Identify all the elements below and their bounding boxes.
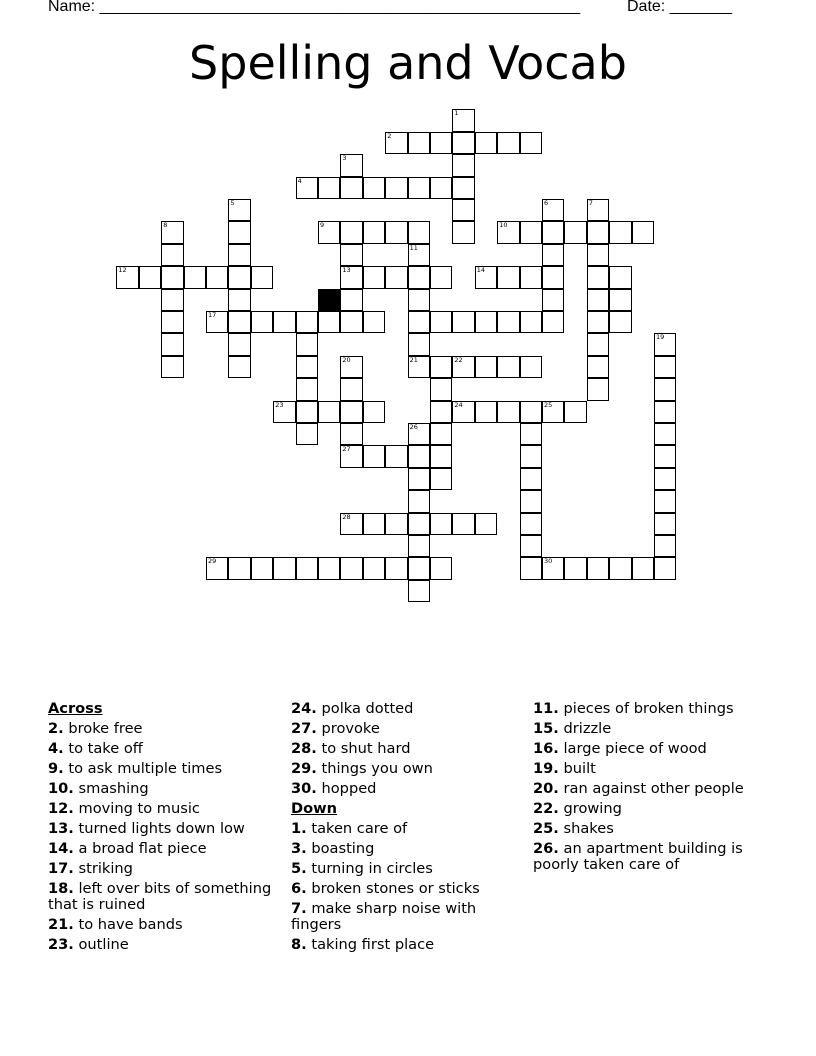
grid-cell[interactable] — [340, 513, 362, 535]
name-field[interactable]: Name: ______________________________________________________ — [48, 0, 581, 15]
clue-down-6: 6. broken stones or sticks — [291, 880, 480, 897]
clue-number: 20 — [342, 355, 351, 364]
clue-number: 24 — [454, 400, 463, 409]
grid-cell[interactable] — [430, 177, 452, 199]
grid-cell[interactable] — [497, 401, 519, 423]
clue-number: 19 — [656, 333, 665, 342]
clue-across-24: 24. polka dotted — [291, 700, 414, 717]
grid-cell[interactable] — [340, 378, 362, 400]
grid-cell[interactable] — [430, 266, 452, 288]
blocked-cell — [318, 289, 340, 311]
grid-cell[interactable] — [385, 557, 407, 579]
grid-cell[interactable] — [340, 311, 362, 333]
grid-cell[interactable] — [609, 221, 631, 243]
grid-cell[interactable] — [475, 266, 497, 288]
clue-number: 26 — [409, 423, 418, 431]
clue-across-18: 18. left over bits of something that is ruined — [48, 880, 272, 913]
clue-number: 5 — [230, 199, 235, 207]
grid-cell[interactable] — [430, 557, 452, 579]
grid-cell[interactable] — [520, 311, 542, 333]
grid-cell[interactable] — [452, 513, 474, 535]
grid-cell[interactable] — [363, 557, 385, 579]
clue-across-21: 21. to have bands — [48, 916, 183, 933]
grid-cell[interactable] — [520, 468, 542, 490]
grid-cell[interactable] — [520, 513, 542, 535]
grid-cell[interactable] — [520, 535, 542, 557]
grid-cell[interactable] — [587, 266, 609, 288]
clue-across-30: 30. hopped — [291, 780, 377, 797]
grid-cell[interactable] — [363, 445, 385, 467]
grid-cell[interactable] — [139, 266, 161, 288]
clue-across-28: 28. to shut hard — [291, 740, 411, 757]
clue-number: 3 — [342, 154, 347, 163]
grid-cell[interactable] — [587, 333, 609, 355]
grid-cell[interactable] — [318, 177, 340, 199]
grid-cell[interactable] — [228, 333, 250, 355]
clue-number: 4 — [297, 176, 302, 185]
grid-cell[interactable] — [363, 311, 385, 333]
grid-cell[interactable] — [385, 132, 407, 154]
grid-cell[interactable] — [340, 221, 362, 243]
grid-cell[interactable] — [452, 154, 474, 176]
grid-cell[interactable] — [228, 289, 250, 311]
grid-cell[interactable] — [587, 356, 609, 378]
grid-cell[interactable] — [654, 535, 676, 557]
grid-cell[interactable] — [206, 266, 228, 288]
clue-number: 17 — [208, 311, 217, 319]
grid-cell[interactable] — [587, 221, 609, 243]
grid-cell[interactable] — [452, 311, 474, 333]
grid-cell[interactable] — [340, 154, 362, 176]
grid-cell[interactable] — [654, 401, 676, 423]
grid-cell[interactable] — [497, 356, 519, 378]
clue-across-13: 13. turned lights down low — [48, 820, 245, 837]
grid-cell[interactable] — [430, 356, 452, 378]
clue-across-27: 27. provoke — [291, 720, 380, 737]
clue-number: 25 — [544, 400, 553, 409]
grid-cell[interactable] — [318, 311, 340, 333]
grid-cell[interactable] — [520, 445, 542, 467]
clue-number: 23 — [275, 400, 284, 409]
grid-cell[interactable] — [430, 132, 452, 154]
grid-cell[interactable] — [430, 401, 452, 423]
grid-cell[interactable] — [228, 356, 250, 378]
grid-cell[interactable] — [654, 423, 676, 445]
clue-down-22: 22. growing — [533, 800, 622, 817]
grid-cell[interactable] — [340, 445, 362, 467]
grid-cell[interactable] — [430, 468, 452, 490]
grid-cell[interactable] — [408, 221, 430, 243]
grid-cell[interactable] — [296, 311, 318, 333]
grid-cell[interactable] — [520, 132, 542, 154]
grid-cell[interactable] — [408, 177, 430, 199]
clue-across-12: 12. moving to music — [48, 800, 200, 817]
grid-cell[interactable] — [408, 333, 430, 355]
grid-cell[interactable] — [520, 221, 542, 243]
grid-cell[interactable] — [161, 333, 183, 355]
grid-cell[interactable] — [340, 356, 362, 378]
grid-cell[interactable] — [654, 468, 676, 490]
grid-cell[interactable] — [587, 289, 609, 311]
grid-cell[interactable] — [408, 468, 430, 490]
page-title: Spelling and Vocab — [189, 36, 627, 90]
clue-down-7: 7. make sharp noise with fingers — [291, 900, 477, 933]
grid-cell[interactable] — [161, 356, 183, 378]
clues-column-2 — [291, 701, 523, 957]
grid-cell[interactable] — [296, 423, 318, 445]
clue-across-14: 14. a broad flat piece — [48, 840, 207, 857]
clue-number: 14 — [476, 266, 486, 275]
clue-down-19: 19. built — [533, 760, 596, 777]
grid-cell[interactable] — [206, 557, 228, 579]
grid-cell[interactable] — [408, 289, 430, 311]
grid-cell[interactable] — [318, 221, 340, 243]
clue-number: 21 — [409, 355, 418, 364]
grid-cell[interactable] — [206, 311, 228, 333]
grid-cell[interactable] — [228, 557, 250, 579]
grid-cell[interactable] — [228, 199, 250, 221]
grid-cell[interactable] — [587, 378, 609, 400]
grid-cell[interactable] — [228, 221, 250, 243]
clue-number: 2 — [387, 131, 392, 140]
grid-cell[interactable] — [520, 401, 542, 423]
grid-cell[interactable] — [340, 177, 362, 199]
grid-cell[interactable] — [296, 401, 318, 423]
grid-cell[interactable] — [340, 401, 362, 423]
grid-cell[interactable] — [654, 378, 676, 400]
clue-across-9: 9. to ask multiple times — [48, 760, 223, 777]
grid-cell[interactable] — [363, 513, 385, 535]
grid-cell[interactable] — [430, 513, 452, 535]
grid-cell[interactable] — [452, 177, 474, 199]
clue-number: 11 — [409, 243, 418, 252]
clue-down-16: 16. large piece of wood — [533, 740, 707, 757]
grid-cell[interactable] — [228, 311, 250, 333]
grid-cell[interactable] — [363, 401, 385, 423]
clue-down-20: 20. ran against other people — [533, 780, 744, 797]
grid-cell[interactable] — [475, 401, 497, 423]
clue-down-25: 25. shakes — [533, 820, 614, 837]
grid-cell[interactable] — [542, 289, 564, 311]
grid-cell[interactable] — [161, 244, 183, 266]
grid-cell[interactable] — [340, 244, 362, 266]
grid-cell[interactable] — [654, 333, 676, 355]
grid-cell[interactable] — [340, 266, 362, 288]
grid-cell[interactable] — [340, 557, 362, 579]
clue-down-11: 11. pieces of broken things — [533, 700, 734, 717]
grid-cell[interactable] — [318, 557, 340, 579]
grid-cell[interactable] — [430, 311, 452, 333]
grid-cell[interactable] — [161, 311, 183, 333]
grid-cell[interactable] — [564, 221, 586, 243]
grid-cell[interactable] — [363, 221, 385, 243]
clue-down-1: 1. taken care of — [291, 820, 408, 837]
grid-cell[interactable] — [430, 445, 452, 467]
date-field[interactable]: Date: _______ — [627, 0, 732, 15]
grid-cell[interactable] — [408, 356, 430, 378]
grid-cell[interactable] — [408, 490, 430, 512]
grid-cell[interactable] — [587, 311, 609, 333]
grid-cell[interactable] — [161, 221, 183, 243]
grid-cell[interactable] — [408, 423, 430, 445]
grid-cell[interactable] — [161, 266, 183, 288]
grid-cell[interactable] — [520, 490, 542, 512]
grid-cell[interactable] — [318, 401, 340, 423]
grid-cell[interactable] — [475, 311, 497, 333]
grid-cell[interactable] — [296, 356, 318, 378]
grid-cell[interactable] — [408, 266, 430, 288]
clue-number: 9 — [320, 221, 325, 230]
clue-across-17: 17. striking — [48, 860, 133, 877]
clue-number: 10 — [499, 221, 508, 230]
grid-cell[interactable] — [452, 221, 474, 243]
clue-number: 22 — [454, 355, 463, 364]
grid-cell[interactable] — [251, 557, 273, 579]
grid-cell[interactable] — [542, 221, 564, 243]
grid-cell[interactable] — [452, 199, 474, 221]
grid-cell[interactable] — [452, 401, 474, 423]
grid-cell[interactable] — [654, 356, 676, 378]
clue-number: 29 — [208, 557, 217, 566]
clue-number: 12 — [118, 266, 127, 275]
grid-cell[interactable] — [587, 244, 609, 266]
grid-cell[interactable] — [385, 177, 407, 199]
clue-across-2: 2. broke free — [48, 720, 143, 737]
grid-cell[interactable] — [161, 289, 183, 311]
grid-cell[interactable] — [542, 199, 564, 221]
grid-cell[interactable] — [632, 557, 654, 579]
grid-cell[interactable] — [385, 513, 407, 535]
grid-cell[interactable] — [363, 266, 385, 288]
grid-cell[interactable] — [654, 490, 676, 512]
grid-cell[interactable] — [251, 311, 273, 333]
clue-number: 28 — [342, 512, 351, 521]
grid-cell[interactable] — [542, 401, 564, 423]
grid-cell[interactable] — [273, 557, 295, 579]
clue-number: 27 — [342, 445, 351, 454]
grid-cell[interactable] — [542, 266, 564, 288]
grid-cell[interactable] — [542, 244, 564, 266]
grid-cell[interactable] — [385, 221, 407, 243]
clue-down-26: 26. an apartment building is poorly taken care of — [533, 840, 743, 873]
clue-number: 8 — [163, 221, 168, 230]
grid-cell[interactable] — [184, 266, 206, 288]
grid-cell[interactable] — [228, 266, 250, 288]
clue-down-15: 15. drizzle — [533, 720, 612, 737]
clue-down-8: 8. taking first place — [291, 936, 435, 953]
clue-across-4: 4. to take off — [48, 740, 143, 757]
grid-cell[interactable] — [452, 109, 474, 131]
grid-cell[interactable] — [408, 535, 430, 557]
grid-cell[interactable] — [654, 513, 676, 535]
grid-cell[interactable] — [363, 177, 385, 199]
grid-cell[interactable] — [609, 311, 631, 333]
grid-cell[interactable] — [296, 177, 318, 199]
grid-cell[interactable] — [273, 311, 295, 333]
grid-cell[interactable] — [296, 333, 318, 355]
grid-cell[interactable] — [296, 378, 318, 400]
clue-across-29: 29. things you own — [291, 760, 433, 777]
grid-cell[interactable] — [385, 445, 407, 467]
grid-cell[interactable] — [408, 132, 430, 154]
grid-cell[interactable] — [564, 401, 586, 423]
grid-cell[interactable] — [408, 513, 430, 535]
grid-cell[interactable] — [520, 557, 542, 579]
grid-cell[interactable] — [116, 266, 138, 288]
grid-cell[interactable] — [564, 557, 586, 579]
grid-cell[interactable] — [475, 356, 497, 378]
grid-cell[interactable] — [340, 289, 362, 311]
clue-number: 30 — [544, 557, 553, 566]
grid-cell[interactable] — [296, 557, 318, 579]
clue-across-10: 10. smashing — [48, 780, 149, 797]
clue-down-3: 3. boasting — [291, 840, 375, 857]
grid-cell[interactable] — [609, 266, 631, 288]
grid-cell[interactable] — [587, 557, 609, 579]
grid-cell[interactable] — [452, 356, 474, 378]
grid-cell[interactable] — [385, 266, 407, 288]
grid-cell[interactable] — [609, 289, 631, 311]
clue-across-23: 23. outline — [48, 936, 129, 953]
grid-cell[interactable] — [430, 378, 452, 400]
clues-column-3 — [533, 701, 773, 877]
grid-cell[interactable] — [475, 132, 497, 154]
grid-cell[interactable] — [408, 580, 430, 602]
grid-cell[interactable] — [273, 401, 295, 423]
grid-cell[interactable] — [497, 311, 519, 333]
grid-cell[interactable] — [609, 557, 631, 579]
grid-cell[interactable] — [497, 221, 519, 243]
clue-number: 7 — [588, 199, 593, 207]
grid-cell[interactable] — [520, 356, 542, 378]
clue-number: 6 — [544, 199, 549, 207]
down-heading: Down — [291, 800, 338, 817]
grid-cell[interactable] — [340, 423, 362, 445]
grid-cell[interactable] — [632, 221, 654, 243]
grid-cell[interactable] — [251, 266, 273, 288]
grid-cell[interactable] — [408, 311, 430, 333]
grid-cell[interactable] — [654, 557, 676, 579]
grid-cell[interactable] — [408, 445, 430, 467]
grid-cell[interactable] — [497, 266, 519, 288]
grid-cell[interactable] — [520, 423, 542, 445]
grid-cell[interactable] — [475, 513, 497, 535]
grid-cell[interactable] — [452, 132, 474, 154]
grid-cell[interactable] — [408, 244, 430, 266]
clues-column-1 — [48, 701, 278, 957]
grid-cell[interactable] — [497, 132, 519, 154]
grid-cell[interactable] — [587, 199, 609, 221]
across-heading: Across — [48, 700, 103, 717]
grid-cell[interactable] — [430, 423, 452, 445]
clue-number: 13 — [342, 266, 351, 275]
clue-down-5: 5. turning in circles — [291, 860, 433, 877]
grid-cell[interactable] — [520, 266, 542, 288]
grid-cell[interactable] — [408, 557, 430, 579]
clue-number: 1 — [454, 109, 459, 118]
grid-cell[interactable] — [542, 311, 564, 333]
grid-cell[interactable] — [228, 244, 250, 266]
grid-cell[interactable] — [542, 557, 564, 579]
grid-cell[interactable] — [654, 445, 676, 467]
